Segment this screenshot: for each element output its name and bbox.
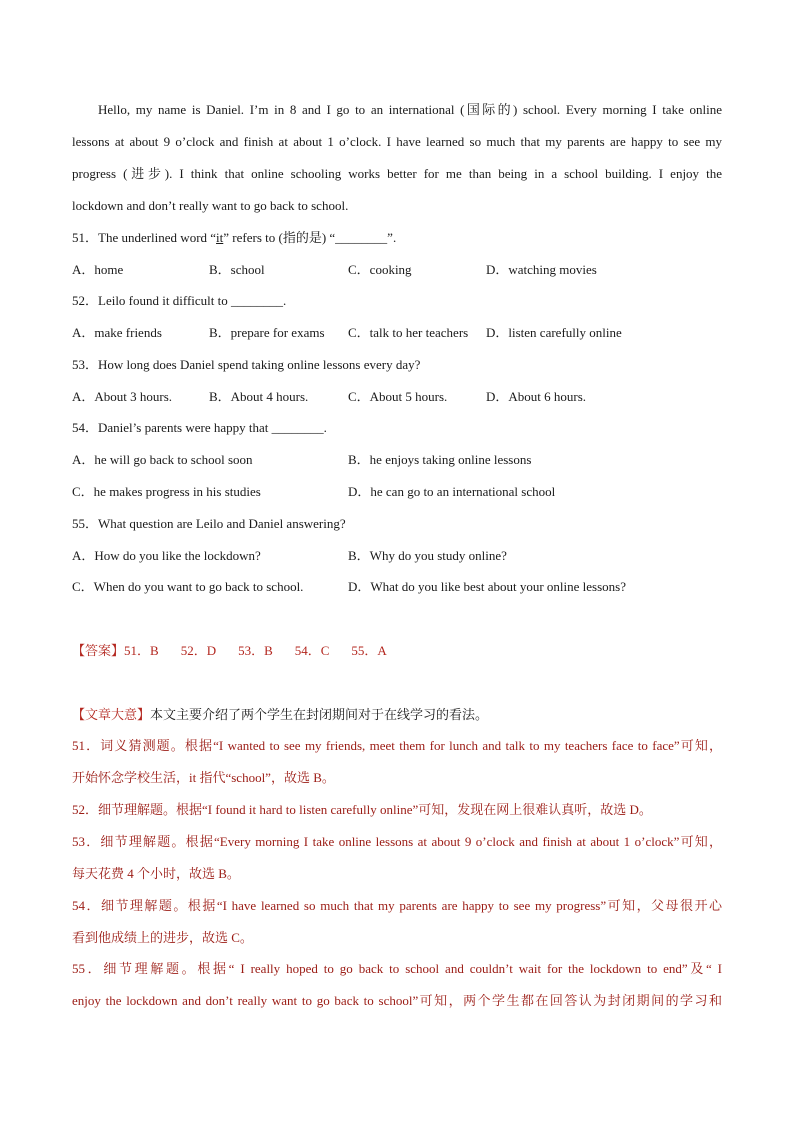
answer-item-51: 51．B — [124, 643, 159, 658]
question-51-underlined-word: it — [216, 230, 224, 245]
question-53-stem: 53．How long does Daniel spend taking online lessons every day? — [72, 357, 421, 372]
q54-option-b: B．he enjoys taking online lessons — [348, 452, 532, 467]
answer-line — [72, 642, 409, 660]
q53-option-b: B．About 4 hours. — [209, 389, 309, 404]
question-51-stem-post: ” refers to (指的是) “________”. — [223, 230, 397, 245]
q55-option-d: D．What do you like best about your online lessons? — [348, 579, 627, 594]
analysis-line-7: 看到他成绩上的进步，故选 C。 — [72, 930, 253, 945]
question-55-stem: 55．What question are Leilo and Daniel answering? — [72, 516, 346, 531]
q52-option-c: C．talk to her teachers — [348, 325, 469, 340]
analysis-label: 【文章大意】 — [72, 707, 151, 722]
q52-option-b: B．prepare for exams — [209, 325, 325, 340]
question-51-stem-pre: 51．The underlined word “ — [72, 230, 217, 245]
q53-option-c: C．About 5 hours. — [348, 389, 448, 404]
passage-line-3: progress (进步). I think that online schooling works better for me than being in a school building. I enjoy the — [72, 166, 722, 181]
q51-option-a: A．home — [72, 262, 124, 277]
q54-option-c: C．he makes progress in his studies — [72, 484, 261, 499]
question-51-stem — [72, 229, 396, 247]
passage-line-4: lockdown and don’t really want to go back to school. — [72, 198, 349, 213]
q51-option-b: B．school — [209, 262, 265, 277]
analysis-line-6: 54．细节理解题。根据“I have learned so much that my parents are happy to see my progress”可知，父母很开心 — [72, 898, 722, 913]
analysis-line-9: enjoy the lockdown and don’t really want to go back to school”可知，两个学生都在回答认为封闭期间的学习和 — [72, 993, 722, 1008]
q54-option-d: D．he can go to an international school — [348, 484, 556, 499]
analysis-line-5: 每天花费 4 个小时，故选 B。 — [72, 866, 240, 881]
answer-item-54: 54．C — [294, 643, 330, 658]
q51-option-c: C．cooking — [348, 262, 412, 277]
analysis-summary-line — [72, 706, 488, 724]
answer-label: 【答案】 — [72, 643, 125, 658]
answer-item-52: 52．D — [180, 643, 217, 658]
analysis-line-8: 55．细节理解题。根据“ I really hoped to go back to school and couldn’t wait for the lockdown to end”及“ I — [72, 961, 722, 976]
q54-option-a: A．he will go back to school soon — [72, 452, 253, 467]
q51-option-d: D．watching movies — [486, 262, 597, 277]
q55-option-a: A．How do you like the lockdown? — [72, 548, 261, 563]
analysis-summary: 本文主要介绍了两个学生在封闭期间对于在线学习的看法。 — [150, 707, 489, 722]
analysis-line-4: 53．细节理解题。根据“Every morning I take online lessons at about 9 o’clock and finish at about 1 o’clock”可知， — [72, 834, 722, 849]
q53-option-a: A．About 3 hours. — [72, 389, 173, 404]
question-52-stem: 52．Leilo found it difficult to ________. — [72, 293, 287, 308]
analysis-line-1: 51．词义猜测题。根据“I wanted to see my friends, meet them for lunch and talk to my teachers face to face”可知， — [72, 738, 722, 753]
q53-option-d: D．About 6 hours. — [486, 389, 587, 404]
q52-option-d: D．listen carefully online — [486, 325, 622, 340]
q55-option-b: B．Why do you study online? — [348, 548, 507, 563]
answer-item-55: 55．A — [351, 643, 387, 658]
q52-option-a: A．make friends — [72, 325, 162, 340]
answer-item-53: 53．B — [238, 643, 273, 658]
q55-option-c: C．When do you want to go back to school. — [72, 579, 304, 594]
analysis-line-2: 开始怀念学校生活，it 指代“school”，故选 B。 — [72, 770, 335, 785]
analysis-line-3: 52．细节理解题。根据“I found it hard to listen carefully online”可知，发现在网上很难认真听，故选 D。 — [72, 802, 652, 817]
question-54-stem: 54．Daniel’s parents were happy that ________. — [72, 420, 327, 435]
passage-line-2: lessons at about 9 o’clock and finish at about 1 o’clock. I have learned so much that my parents are happy to see my — [72, 134, 722, 149]
passage-line-1: Hello, my name is Daniel. I’m in 8 and I go to an international (国际的) school. Every morning I take online — [98, 102, 722, 117]
